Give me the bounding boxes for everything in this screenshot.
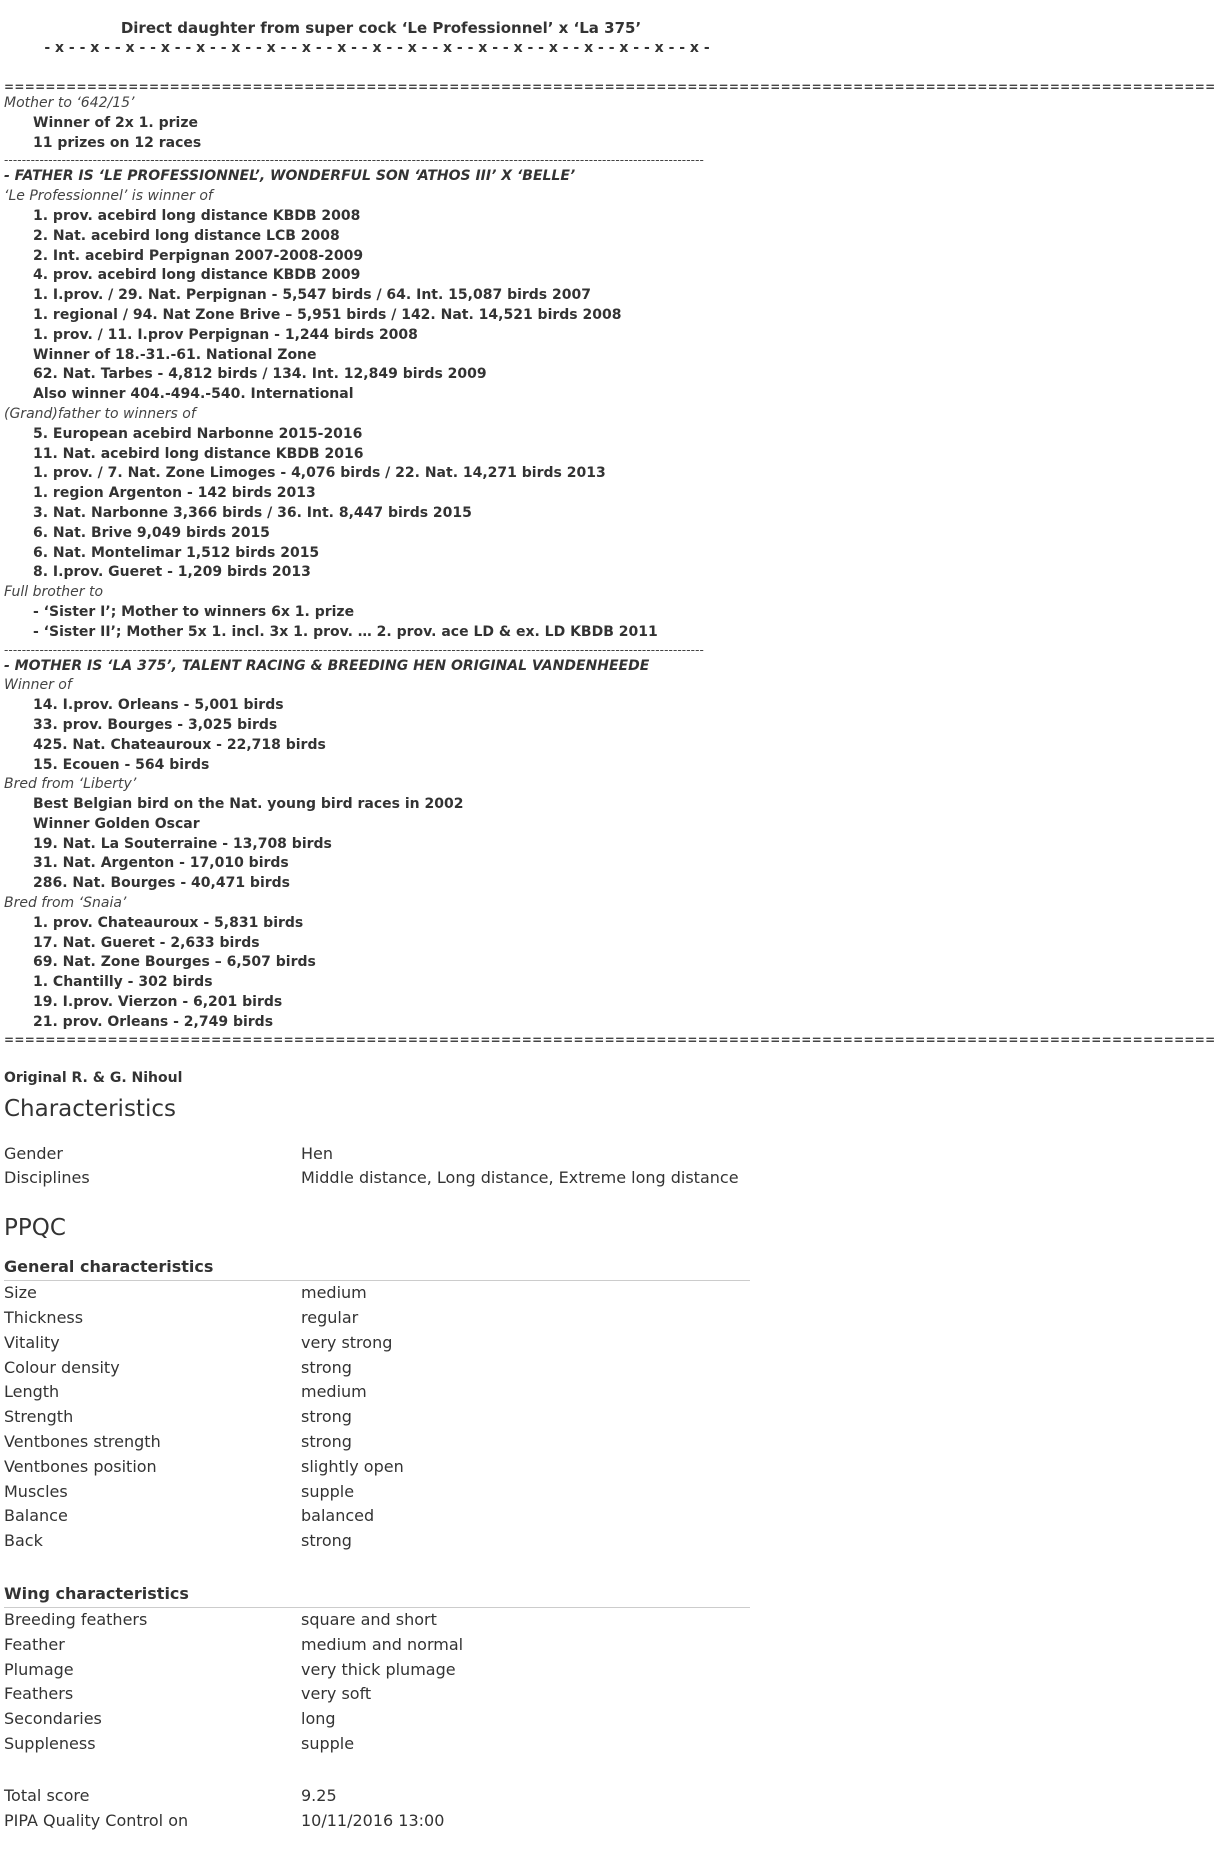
result-line: Winner of 18.-31.-61. National Zone [33, 346, 317, 363]
characteristic-row [4, 1455, 750, 1480]
result-line: 14. I.prov. Orleans - 5,001 birds [33, 697, 284, 714]
characteristic-value: slightly open [301, 1456, 404, 1476]
pedigree-block [4, 94, 750, 1033]
result-line: 3. Nat. Narbonne 3,366 birds / 36. Int. 8,447 birds 2015 [33, 504, 472, 521]
characteristic-value: supple [301, 1734, 355, 1753]
result-line: 17. Nat. Gueret - 2,633 birds [33, 934, 260, 951]
wing-characteristics-table [4, 1608, 750, 1757]
characteristic-label: Secondaries [4, 1709, 102, 1729]
result-line: 11 prizes on 12 races [33, 134, 202, 151]
general-characteristics-table [4, 1281, 750, 1554]
characteristic-row [4, 1504, 750, 1529]
subheading: Full brother to [4, 584, 104, 601]
characteristic-row [4, 1682, 750, 1707]
result-line: 2. Nat. acebird long distance LCB 2008 [33, 227, 340, 244]
characteristic-row [4, 1809, 750, 1834]
characteristic-value: very thick plumage [301, 1659, 456, 1679]
result-line: 6. Nat. Montelimar 1,512 birds 2015 [33, 544, 320, 561]
characteristic-value: regular [301, 1308, 359, 1328]
characteristic-row [4, 1281, 750, 1306]
dash-separator: -------------------------------------------------------------------------------------------------------------------------------------------------------------- [4, 153, 704, 168]
characteristic-row [4, 1430, 750, 1455]
characteristic-value: balanced [301, 1506, 375, 1526]
result-line: 1. prov. / 7. Nat. Zone Limoges - 4,076 birds / 22. Nat. 14,271 birds 2013 [33, 465, 606, 482]
dash-separator: -------------------------------------------------------------------------------------------------------------------------------------------------------------- [4, 642, 704, 657]
x-separator: - x - - x - - x - - x - - x - - x - - x - - x - - x - - x - - x - - x - - x - - x - - x - - x - - x - - x - - x - [44, 40, 710, 56]
characteristic-label: Colour density [4, 1357, 120, 1377]
characteristic-label: Feather [4, 1634, 65, 1654]
characteristic-label: Gender [4, 1143, 63, 1163]
characteristic-value: medium and normal [301, 1634, 464, 1654]
result-line: 69. Nat. Zone Bourges – 6,507 birds [33, 954, 316, 971]
result-line: 62. Nat. Tarbes - 4,812 birds / 134. Int. 12,849 birds 2009 [33, 366, 487, 383]
characteristic-value: strong [301, 1531, 352, 1551]
characteristic-row [4, 1529, 750, 1554]
result-line: 286. Nat. Bourges - 40,471 birds [33, 875, 291, 892]
result-line: - ‘Sister I’; Mother to winners 6x 1. prize [33, 603, 355, 620]
characteristic-value: very soft [301, 1684, 372, 1704]
result-line: 1. prov. Chateauroux - 5,831 birds [33, 914, 304, 931]
characteristic-value: Hen [301, 1143, 334, 1163]
characteristic-label: Ventbones strength [4, 1432, 161, 1452]
characteristic-value: 9.25 [301, 1785, 337, 1805]
characteristic-row [4, 1356, 750, 1381]
pigeon-description [4, 18, 1216, 1833]
subheading: ‘Le Professionnel’ is winner of [4, 188, 213, 205]
result-line: 1. region Argenton - 142 birds 2013 [33, 485, 316, 502]
characteristic-value: strong [301, 1432, 352, 1452]
characteristic-row [4, 1142, 750, 1167]
wing-characteristics-heading: Wing characteristics [4, 1584, 750, 1608]
characteristic-label: Ventbones position [4, 1456, 157, 1476]
general-characteristics-heading: General characteristics [4, 1257, 750, 1281]
result-line: 15. Ecouen - 564 birds [33, 756, 210, 773]
ppqc-heading: PPQC [4, 1215, 66, 1242]
characteristic-label: Total score [4, 1785, 90, 1805]
eq-separator-bottom: ===================================================================================================================== [4, 1032, 1216, 1047]
result-line: 21. prov. Orleans - 2,749 birds [33, 1013, 274, 1030]
characteristic-row [4, 1331, 750, 1356]
result-line: 31. Nat. Argenton - 17,010 birds [33, 855, 289, 872]
characteristic-label: Plumage [4, 1659, 74, 1679]
subheading: Bred from ‘Liberty’ [4, 776, 137, 793]
result-line: 5. European acebird Narbonne 2015-2016 [33, 425, 363, 442]
characteristic-row [4, 1608, 750, 1633]
characteristic-value: very strong [301, 1332, 393, 1352]
characteristic-value: medium [301, 1382, 367, 1402]
characteristic-row [4, 1784, 750, 1809]
result-line: 1. prov. acebird long distance KBDB 2008 [33, 207, 361, 224]
subheading: (Grand)father to winners of [4, 405, 196, 422]
result-line: Also winner 404.-494.-540. International [33, 386, 354, 403]
characteristic-row [4, 1166, 750, 1191]
subheading: Winner of [4, 677, 72, 694]
result-line: 19. I.prov. Vierzon - 6,201 birds [33, 994, 283, 1011]
owner-line: Original R. & G. Nihoul [4, 1069, 183, 1086]
characteristic-value: square and short [301, 1610, 437, 1630]
result-line: 2. Int. acebird Perpignan 2007-2008-2009 [33, 247, 364, 264]
characteristic-row [4, 1658, 750, 1683]
characteristic-label: Length [4, 1382, 60, 1402]
result-line: 33. prov. Bourges - 3,025 birds [33, 716, 278, 733]
characteristic-label: PIPA Quality Control on [4, 1810, 189, 1830]
characteristic-label: Muscles [4, 1481, 68, 1501]
result-line: 1. prov. / 11. I.prov Perpignan - 1,244 birds 2008 [33, 326, 418, 343]
result-line: Winner of 2x 1. prize [33, 114, 198, 131]
result-line: 1. I.prov. / 29. Nat. Perpignan - 5,547 birds / 64. Int. 15,087 birds 2007 [33, 287, 591, 304]
characteristic-label: Feathers [4, 1684, 74, 1704]
subheading: Mother to ‘642/15’ [4, 95, 135, 111]
characteristic-label: Vitality [4, 1332, 60, 1352]
result-line: Winner Golden Oscar [33, 815, 200, 832]
characteristic-value: strong [301, 1357, 352, 1377]
result-line: 6. Nat. Brive 9,049 birds 2015 [33, 524, 270, 541]
characteristic-value: Middle distance, Long distance, Extreme long distance [301, 1168, 739, 1188]
ppqc-summary-table [4, 1784, 750, 1834]
characteristic-label: Strength [4, 1407, 74, 1427]
characteristic-value: supple [301, 1481, 355, 1501]
result-line: 8. I.prov. Gueret - 1,209 birds 2013 [33, 564, 311, 581]
characteristic-value: 10/11/2016 13:00 [301, 1810, 445, 1830]
characteristic-label: Suppleness [4, 1734, 96, 1753]
subheading: Bred from ‘Snaia’ [4, 895, 127, 912]
result-line: 1. Chantilly - 302 birds [33, 974, 213, 991]
result-line: 1. regional / 94. Nat Zone Brive – 5,951 birds / 142. Nat. 14,521 birds 2008 [33, 306, 622, 323]
result-line: 425. Nat. Chateauroux - 22,718 birds [33, 736, 326, 753]
characteristic-row [4, 1707, 750, 1732]
description-title: Direct daughter from super cock ‘Le Professionnel’ x ‘La 375’ [120, 19, 642, 37]
characteristic-label: Back [4, 1531, 43, 1551]
characteristic-row [4, 1480, 750, 1505]
result-line: Best Belgian bird on the Nat. young bird races in 2002 [33, 796, 464, 813]
section-heading: - MOTHER IS ‘LA 375’, TALENT RACING & BREEDING HEN ORIGINAL VANDENHEEDE [4, 657, 650, 674]
result-line: - ‘Sister II’; Mother 5x 1. incl. 3x 1. prov. … 2. prov. ace LD & ex. LD KBDB 2011 [33, 623, 658, 640]
eq-separator-top: ===================================================================================================================== [4, 80, 1216, 94]
characteristic-label: Breeding feathers [4, 1610, 148, 1630]
characteristic-label: Balance [4, 1506, 68, 1526]
characteristics-heading: Characteristics [4, 1095, 176, 1122]
characteristic-value: long [301, 1709, 336, 1729]
characteristic-label: Disciplines [4, 1168, 90, 1188]
characteristic-row [4, 1633, 750, 1658]
characteristic-value: medium [301, 1283, 367, 1303]
characteristics-table [4, 1142, 750, 1192]
characteristic-label: Size [4, 1283, 37, 1303]
result-line: 11. Nat. acebird long distance KBDB 2016 [33, 445, 364, 462]
characteristic-label: Thickness [4, 1308, 84, 1328]
characteristic-row [4, 1306, 750, 1331]
result-line: 4. prov. acebird long distance KBDB 2009 [33, 267, 361, 284]
section-heading: - FATHER IS ‘LE PROFESSIONNEL’, WONDERFUL SON ‘ATHOS III’ X ‘BELLE’ [4, 168, 576, 185]
characteristic-row [4, 1405, 750, 1430]
characteristic-value: strong [301, 1407, 352, 1427]
characteristic-row [4, 1732, 750, 1757]
characteristic-row [4, 1380, 750, 1405]
result-line: 19. Nat. La Souterraine - 13,708 birds [33, 835, 332, 852]
